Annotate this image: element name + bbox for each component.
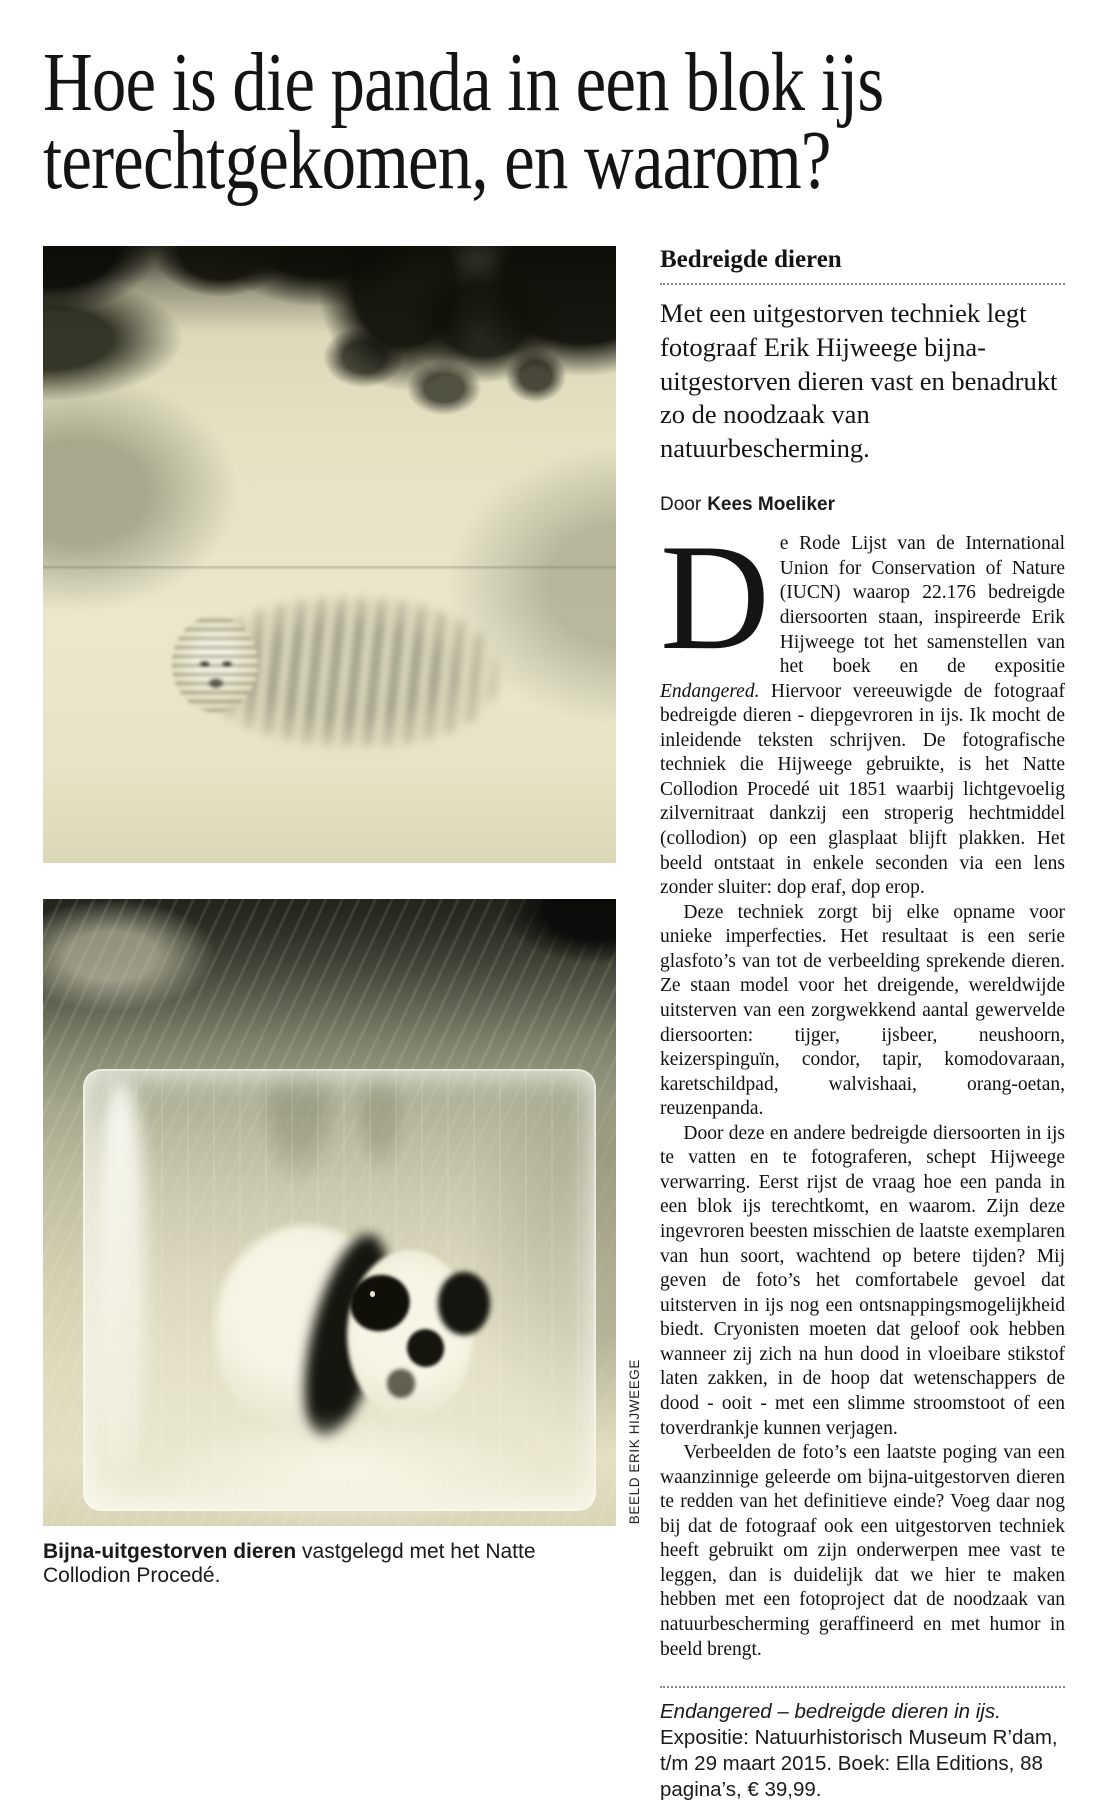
drop-cap: D: [660, 513, 770, 682]
paragraph-3: Door deze en andere bedreigde diersoorten in ijs te vatten en te fotograferen, schept Hijweege verwarring. Eerst rijst de vraag hoe een panda in een blok ijs terechtkomt, en waarom. Zijn deze ingevroren beesten misschien de laatste exemplaren van hun soort, wachtend op betere tijden? Mij geven de foto’s het comfortabele gevoel dat uitsterven in ijs nog een ontsnappingsmogelijkheid biedt. Cryonisten moeten dat geloof ook hebben wanneer zij zich na hun dood in vloeibare stikstof laten zakken, in de hoop dat wetenschappers de dood - ooit - met een slimme stroomstoot of een toverdrankje kunnen verjagen.: [660, 1122, 1065, 1439]
article-columns: [43, 246, 1065, 1803]
footnote-title: Endangered – bedreigde dieren in ijs.: [660, 1700, 1001, 1724]
ice-glare-highlight: [95, 1081, 147, 1470]
photo-panda-in-ice-block: [43, 899, 616, 1526]
section-kicker: Bedreigde dieren: [660, 246, 842, 274]
photo-tiger-in-ice: [43, 246, 616, 863]
paragraph-1: [660, 513, 1065, 900]
article-headline: [43, 36, 1060, 208]
paragraph-1-book-title: Endangered.: [660, 680, 760, 702]
headline-line-1: Hoe is die panda in een blok ijs: [43, 36, 884, 129]
kicker-divider: [660, 283, 1065, 285]
text-column: [660, 246, 1065, 1803]
byline-author: Kees Moeliker: [707, 494, 835, 516]
footnote-details: Expositie: Natuurhistorisch Museum R’dam, t/m 29 maart 2015. Boek: Ella Editions, 88 pagina’s, € 39,99.: [660, 1726, 1058, 1802]
byline: [660, 494, 1065, 516]
standfirst: Met een uitgestorven techniek legt fotograaf Erik Hijweege bijna-uitgestorven dieren vast en benadrukt zo de noodzaak van natuurbescherming.: [660, 297, 1058, 464]
paragraph-1-tail: Hiervoor vereeuwigde de fotograaf bedreigde dieren - diepgevroren in ijs. Ik mocht de inleidende teksten schrijven. De fotografische techniek die Hijweege gebruikte, is het Natte Collodion Procedé uit 1851 waarbij lichtgevoelig zilvernitraat dankzij een stroperig hechtmiddel (collodion) op een glasplaat blijft plakken. Het beeld ontstaat in enkele seconden via een lens zonder sluiter: dop eraf, dop erop.: [660, 680, 1065, 899]
paragraph-4: Verbeelden de foto’s een laatste poging van een waanzinnige geleerde om bijna-uitgestorven dieren te redden van het definitieve einde? Voeg daar nog bij dat de fotograaf ook een uitgestorven techniek heeft gebruikt om zijn onderwerpen mee vast te leggen, dan is duidelijk dat we hier te maken hebben met een fotoproject dat de noodzaak van natuurbescherming geraffineerd en met humor in beeld brengt.: [660, 1442, 1065, 1660]
paragraph-1-lead: e Rode Lijst van de International Union for Conservation of Nature (IUCN) waarop 22.176 bedreigde diersoorten staan, inspireerde Erik Hijweege tot het samenstellen van het boek en de expositie: [779, 533, 1065, 678]
tiger-head-figure: [172, 616, 258, 712]
article-body: [660, 513, 1065, 1662]
panda-ear-figure: [438, 1272, 490, 1335]
photo-caption: [43, 1540, 616, 1588]
photo-caption-rest: vastgelegd met het Natte Collodion Procedé.: [43, 1540, 536, 1588]
photo-credit: BEELD ERIK HIJWEEGE: [627, 1359, 642, 1525]
panda-nose-figure: [387, 1369, 416, 1397]
headline-line-2: terechtgekomen, en waarom?: [43, 114, 831, 208]
ice-fog-highlight: [146, 1413, 547, 1526]
footnote-divider: [660, 1686, 1065, 1688]
photo-caption-lead: Bijna-uitgestorven dieren: [43, 1540, 297, 1564]
paragraph-2: Deze techniek zorgt bij elke opname voor unieke imperfecties. Het resultaat is een serie glasfoto’s van tot de verbeelding sprekende dieren. Ze staan model voor het dreigende, wereldwijde uitsterven van een zorgwekkend aantal gewervelde diersoorten: tijger, ijsbeer, neushoorn, keizerspinguïn, condor, tapir, komodovaraan, karetschildpad, walvishaai, orang-oetan, reuzenpanda.: [660, 901, 1065, 1120]
photo-column: [43, 246, 642, 1803]
exhibition-footnote: [660, 1699, 1065, 1803]
byline-prefix: Door: [660, 494, 702, 516]
photo-panda-wrap: [43, 899, 642, 1526]
